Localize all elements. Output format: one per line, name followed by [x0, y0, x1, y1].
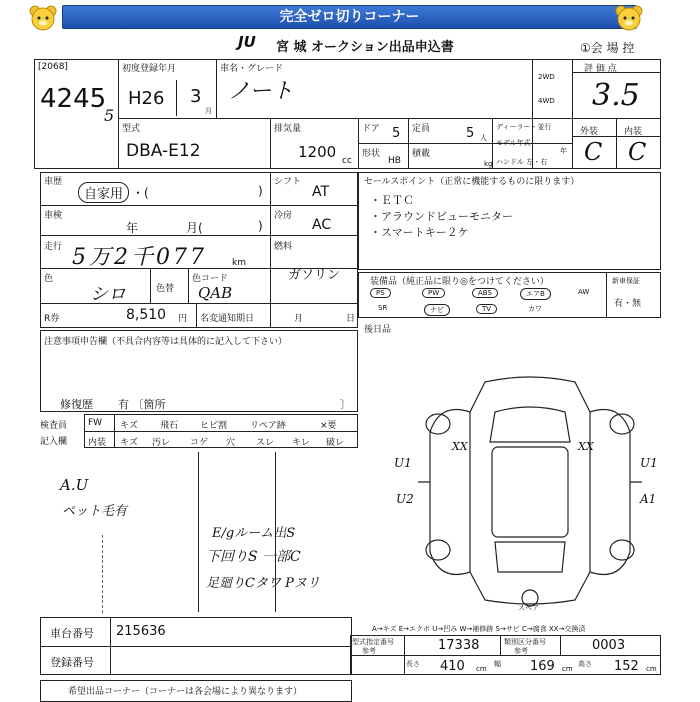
capacity-unit: 人 — [480, 134, 487, 142]
inspector-fw: FW — [88, 418, 103, 428]
category-reference: 参考 — [514, 647, 528, 655]
interior-grade: C — [628, 138, 647, 166]
sales-points-label: セールスポイント（正常に機能するものに限ります） — [364, 177, 580, 187]
fuel-value: ガソリン — [288, 268, 341, 283]
registration-month-unit: 月 — [205, 107, 212, 115]
history-close: ) — [258, 184, 263, 198]
corner-label: 希望出品コーナー（コーナーは各会場により異なります） — [68, 687, 303, 697]
plate-label: 登録番号 — [50, 656, 94, 669]
color-label: 色 — [44, 274, 54, 284]
capacity-value: 5 — [466, 126, 475, 141]
model-year-label: モデル年式 — [496, 139, 531, 147]
recycle-amount: 8,510 — [126, 307, 167, 323]
doors-label: ドア — [362, 124, 380, 134]
new-car-label: 新車保証 — [612, 277, 640, 285]
inspector-stain: 汚レ — [152, 438, 171, 448]
history-value: 自家用 — [78, 182, 129, 203]
length-label: 長さ — [406, 660, 420, 668]
notice-label: 名変通知期日 — [200, 314, 255, 324]
inspector-repair: リペア跡 — [250, 421, 286, 431]
mileage-label: 走行 — [44, 242, 63, 252]
inspector-cut: キレ — [292, 438, 310, 448]
inspection-close: ) — [258, 219, 263, 233]
designation-label: 型式指定番号 — [352, 638, 394, 646]
drive-2wd: 2WD — [538, 73, 555, 81]
notice-month: 月 — [294, 314, 304, 324]
damage-mark: A1 — [640, 492, 657, 506]
aircon-value: AC — [312, 217, 332, 233]
designation-number: 17338 — [438, 638, 480, 653]
inspector-record-label: 記入欄 — [40, 437, 68, 447]
evaluation-score: 3.5 — [592, 78, 640, 113]
model-label: 型式 — [122, 124, 141, 134]
note-right: 下回りS 一部C — [206, 549, 301, 565]
recycle-unit: 円 — [178, 314, 188, 324]
height-value: 152 — [614, 659, 639, 674]
doors-value: 5 — [392, 126, 401, 141]
designation-reference: 参考 — [362, 647, 376, 655]
model-year-unit: 年 — [560, 147, 567, 155]
displacement-value: 1200 — [298, 143, 337, 161]
history-rest: ・( — [132, 186, 149, 200]
capacity-label: 定員 — [412, 124, 431, 134]
inspector-chip: 飛石 — [160, 421, 179, 431]
interior-label: 内装 — [624, 127, 643, 137]
new-car-value: 有・無 — [614, 299, 642, 309]
auction-title: 宮 城 オークション出品申込書 — [276, 40, 454, 55]
damage-mark: U2 — [396, 492, 414, 506]
repaint-label: 色替 — [156, 284, 175, 294]
load-unit: kg — [484, 160, 493, 168]
after-market-label: 後日品 — [364, 325, 392, 335]
repair-label: 修復歴 — [60, 398, 93, 411]
inspection-month: 月( — [186, 221, 203, 235]
sales-point-item: ・スマートキー２ケ — [370, 226, 469, 239]
sales-point-item: ・ＥＴＣ — [370, 194, 414, 207]
inspector-wear: スレ — [256, 438, 275, 448]
sales-point-item: ・アラウンドビューモニター — [370, 210, 513, 223]
equipment-airbag: エアB — [520, 288, 551, 300]
dealer-label: ディーラー・並行 — [496, 123, 552, 131]
inspector-crack: ヒビ割 — [200, 421, 228, 431]
banner-title: 完全ゼロ切りコーナー — [62, 5, 637, 29]
history-label: 車歴 — [44, 177, 63, 187]
inspector-interior: 内装 — [88, 438, 107, 448]
inspector-tear: 破レ — [326, 438, 345, 448]
lot-number: 4245 — [40, 84, 107, 114]
lot-mark: 5 — [104, 106, 115, 125]
shift-label: シフト — [274, 177, 302, 187]
mileage-unit: km — [232, 258, 246, 268]
equipment-navi: ナビ — [424, 304, 450, 316]
note-right: E/gルーム出S — [212, 526, 296, 541]
inspector-int-scratch: キズ — [120, 438, 138, 448]
notes-label: 注意事項申告欄（不具合内容等は具体的に記入して下さい） — [44, 337, 288, 347]
equipment-abs: ABS — [472, 288, 498, 298]
bear-mascot-icon — [26, 4, 60, 32]
car-damage-diagram — [400, 372, 660, 612]
drive-4wd: 4WD — [538, 97, 555, 105]
repair-value: 有 〔箇所 — [118, 398, 166, 411]
color-value: シロ — [90, 284, 126, 305]
equipment-tv: TV — [476, 304, 497, 314]
note-left: A.U — [60, 476, 89, 494]
equipment-sr: SR — [378, 304, 388, 312]
category-label: 類別区分番号 — [504, 638, 546, 646]
venue-label: ①会 場 控 — [580, 41, 635, 55]
inspector-scratch: キズ — [120, 421, 138, 431]
width-value: 169 — [530, 659, 555, 674]
chassis-number: 215636 — [116, 624, 166, 639]
fuel-label: 燃料 — [274, 242, 293, 252]
width-unit: cm — [562, 665, 573, 673]
color-code: QAB — [198, 284, 233, 302]
note-left: ペット毛有 — [62, 504, 128, 519]
recycle-label: R券 — [44, 314, 60, 324]
model-value: DBA-E12 — [126, 141, 201, 161]
banner — [0, 0, 700, 34]
inspection-label: 車検 — [44, 211, 63, 221]
shape-value: HB — [388, 156, 401, 166]
damage-mark: U1 — [640, 456, 658, 470]
exterior-grade: C — [584, 138, 603, 166]
equipment-aw: AW — [578, 288, 590, 296]
handle-label: ハンドル 左・右 — [496, 158, 548, 166]
equipment-ps: PS — [370, 288, 391, 298]
inspector-label: 検査員 — [40, 421, 68, 431]
damage-mark: U1 — [394, 456, 412, 470]
chassis-label: 車台番号 — [50, 627, 94, 640]
registration-month: 3 — [190, 86, 202, 107]
equipment-label: 装備品（純正品に限り◎をつけてください） — [370, 277, 549, 287]
inspector-required: ×要 — [320, 421, 337, 431]
color-code-label: 色コード — [192, 274, 229, 284]
equipment-pw: PW — [422, 288, 445, 298]
width-label: 幅 — [494, 660, 501, 668]
vehicle-name-label: 車名・グレード — [220, 64, 284, 74]
length-value: 410 — [440, 659, 465, 674]
spare-label: スペア — [518, 604, 539, 612]
ju-logo: JU — [238, 33, 256, 51]
mileage-value: 5万2千077 — [72, 245, 207, 270]
inspection-year: 年 — [126, 221, 139, 235]
damage-mark: XX — [578, 440, 594, 453]
length-unit: cm — [476, 665, 487, 673]
displacement-unit: cc — [342, 156, 352, 166]
notice-day: 日 — [346, 314, 356, 324]
shape-label: 形状 — [362, 149, 381, 159]
exterior-label: 外装 — [580, 127, 599, 137]
inspector-burn: コゲ — [190, 438, 209, 448]
displacement-label: 排気量 — [274, 124, 302, 134]
equipment-leather: カワ — [528, 305, 542, 313]
evaluation-label: 評 価 点 — [584, 64, 617, 74]
damage-mark: XX — [452, 440, 468, 453]
repair-close: 〕 — [340, 398, 351, 411]
lot-code: [2068] — [38, 62, 68, 72]
load-label: 積載 — [412, 149, 431, 159]
registration-era-year: H26 — [128, 88, 165, 109]
damage-legend: A→キズ E→エクボ U→凹み W→補修跡 S→サビ C→腐食 XX→交換済 — [372, 625, 586, 633]
category-number: 0003 — [592, 638, 626, 653]
height-label: 高さ — [578, 660, 592, 668]
vehicle-name: ノート — [228, 79, 294, 104]
inspector-hole: 穴 — [226, 438, 236, 448]
note-right: 足廻りCタワ Pヌリ — [206, 576, 320, 591]
height-unit: cm — [646, 665, 657, 673]
aircon-label: 冷房 — [274, 211, 293, 221]
shift-value: AT — [312, 184, 330, 200]
registration-label: 初度登録年月 — [122, 64, 177, 74]
bear-mascot-icon — [612, 4, 646, 32]
